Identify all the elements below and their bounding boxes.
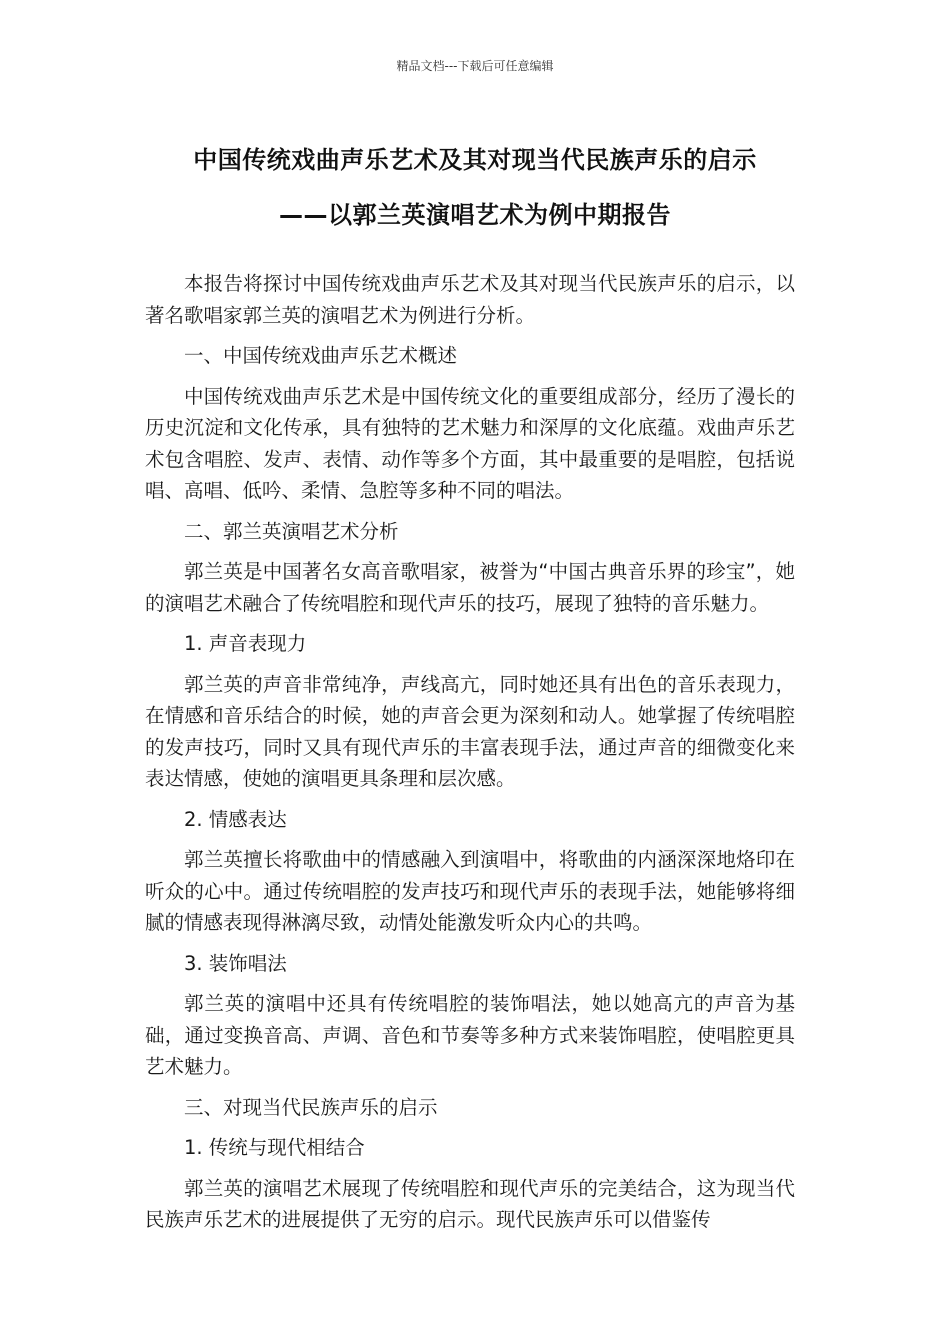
- paragraph: 郭兰英擅长将歌曲中的情感融入到演唱中，将歌曲的内涵深深地烙印在听众的心中。通过传统唱腔的发声技巧和现代声乐的表现手法，她能够将细腻的情感表现得淋漓尽致，动情处能激发听众内心的共鸣。: [145, 848, 795, 934]
- paragraph: 郭兰英的演唱艺术展现了传统唱腔和现代声乐的完美结合，这为现当代民族声乐艺术的进展提供了无穷的启示。现代民族声乐可以借鉴传: [145, 1176, 795, 1231]
- section-heading-2: 二、郭兰英演唱艺术分析: [184, 519, 399, 543]
- document-title-line-1: 中国传统戏曲声乐艺术及其对现当代民族声乐的启示: [193, 146, 757, 174]
- paragraph: 郭兰英的演唱中还具有传统唱腔的装饰唱法，她以她高亢的声音为基础，通过变换音高、声调、音色和节奏等多种方式来装饰唱腔，使唱腔更具艺术魅力。: [145, 992, 795, 1078]
- subsection-heading: 3. 装饰唱法: [184, 951, 287, 975]
- document-title-line-2: ——以郭兰英演唱艺术为例中期报告: [279, 201, 671, 229]
- section-heading-3: 三、对现当代民族声乐的启示: [184, 1095, 438, 1119]
- paragraph: 郭兰英是中国著名女高音歌唱家，被誉为“中国古典音乐界的珍宝”，她的演唱艺术融合了传统唱腔和现代声乐的技巧，展现了独特的音乐魅力。: [145, 560, 795, 615]
- subsection-heading: 1. 声音表现力: [184, 632, 307, 655]
- subsection-heading: 1. 传统与现代相结合: [184, 1136, 365, 1159]
- paragraph-intro: 本报告将探讨中国传统戏曲声乐艺术及其对现当代民族声乐的启示，以著名歌唱家郭兰英的演唱艺术为例进行分析。: [145, 272, 795, 327]
- paragraph: 中国传统戏曲声乐艺术是中国传统文化的重要组成部分，经历了漫长的历史沉淀和文化传承，具有独特的艺术魅力和深厚的文化底蕴。戏曲声乐艺术包含唱腔、发声、表情、动作等多个方面，其中最重要的是唱腔，包括说唱、高唱、低吟、柔情、急腔等多种不同的唱法。: [145, 384, 795, 502]
- paragraph: 郭兰英的声音非常纯净，声线高亢，同时她还具有出色的音乐表现力，在情感和音乐结合的时候，她的声音会更为深刻和动人。她掌握了传统唱腔的发声技巧，同时又具有现代声乐的丰富表现手法，通过声音的细微变化来表达情感，使她的演唱更具条理和层次感。: [145, 672, 795, 790]
- header-note: 精品文档---下载后可任意编辑: [396, 59, 554, 73]
- section-heading-1: 一、中国传统戏曲声乐艺术概述: [184, 344, 458, 367]
- document-body: [145, 268, 795, 1245]
- subsection-heading: 2. 情感表达: [184, 807, 287, 831]
